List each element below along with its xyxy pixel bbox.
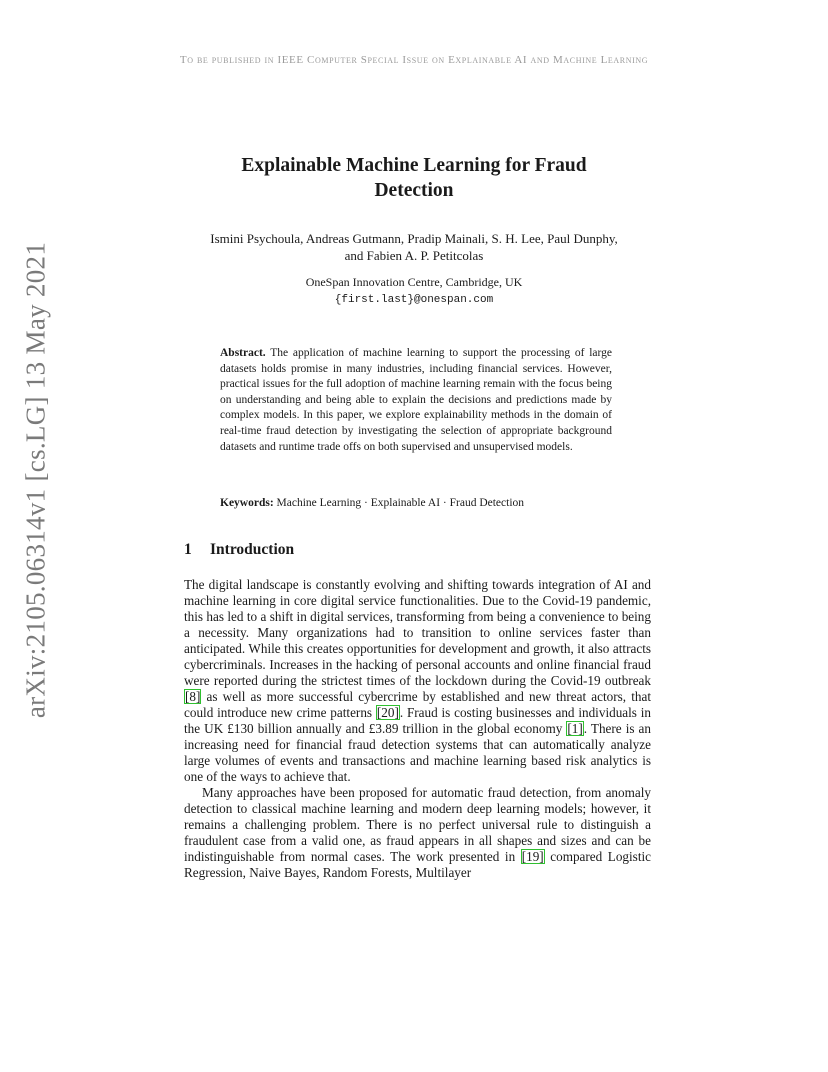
section-heading-introduction xyxy=(184,541,294,559)
keywords-text: Machine Learning · Explainable AI · Fraud Detection xyxy=(276,497,525,509)
paper-title-line-2: Detection xyxy=(374,180,454,201)
author-list xyxy=(160,230,668,264)
keywords-label: Keywords: xyxy=(220,497,274,509)
introduction-body xyxy=(184,577,651,881)
paragraph-1-text-c: . Fraud is costing businesses and individuals in the UK £130 billion annually and £3.89 trillion in the global economy xyxy=(184,705,652,736)
citation-link-19[interactable]: [19] xyxy=(521,849,544,864)
paragraph-1-text-a: The digital landscape is constantly evolving and shifting towards integration of AI and machine learning in core digital service functionalities. Due to the Covid-19 pandemic, this has led to a shift in digital services, transforming from being a convenience to being a necessity. Many organizations had to transition to online services faster than anticipated. While this creates opportunities for development and growth, it also attracts cybercriminals. Increases in the hacking of personal accounts and online financial fraud were reported during the strictest times of the lockdown during the Covid-19 outbreak xyxy=(184,577,651,688)
running-head: To be published in IEEE Computer Special Issue on Explainable AI and Machine Learning xyxy=(179,54,649,66)
abstract-label: Abstract. xyxy=(220,347,266,359)
paragraph-1-text-d: . There is an increasing need for financial fraud detection systems that can automatically analyze large volumes of events and transactions and machine learning based risk analytics is one of the ways to achieve that. xyxy=(184,721,651,784)
section-title: Introduction xyxy=(210,541,295,558)
paragraph-1-text-b: as well as more successful cybercrime by established and new threat actors, that could introduce new crime patterns xyxy=(184,689,651,720)
keywords xyxy=(220,496,612,512)
section-number: 1 xyxy=(184,541,192,558)
affiliation: OneSpan Innovation Centre, Cambridge, UK xyxy=(305,275,523,289)
paragraph-2-text-a: Many approaches have been proposed for automatic fraud detection, from anomaly detection to classical machine learning and modern deep learning models; however, it remains a challenging problem. There is no perfect universal rule to distinguish a fraudulent case from a valid one, as fraud appears in all shapes and sizes and can be indistinguishable from normal cases. The work presented in xyxy=(184,785,651,864)
paper-title xyxy=(150,153,678,203)
citation-link-8[interactable]: [8] xyxy=(185,689,201,704)
paper-title-line-1: Explainable Machine Learning for Fraud xyxy=(241,155,587,176)
citation-link-1[interactable]: [1] xyxy=(567,721,583,736)
paragraph-1 xyxy=(184,577,651,785)
paragraph-2 xyxy=(184,785,651,881)
citation-link-20[interactable]: [20] xyxy=(376,705,399,720)
author-list-line-1: Ismini Psychoula, Andreas Gutmann, Pradip Mainali, S. H. Lee, Paul Dunphy, xyxy=(210,231,618,246)
abstract xyxy=(220,346,612,455)
paragraph-2-text-b: compared Logistic Regression, Naive Bayes, Random Forests, Multilayer xyxy=(184,849,651,880)
author-list-line-2: and Fabien A. P. Petitcolas xyxy=(344,248,484,263)
affiliation-block xyxy=(160,274,668,308)
abstract-text: The application of machine learning to support the processing of large datasets holds promise in many industries, including financial services. However, practical issues for the full adoption of machine learning remain with the focus being on understanding and being able to explain the decisions and predictions made by complex models. In this paper, we explore explainability methods in the domain of real-time fraud detection by investigating the selection of appropriate background datasets and runtime trade offs on both supervised and unsupervised models. xyxy=(220,347,613,453)
author-email: {first.last}@onespan.com xyxy=(334,294,494,306)
arxiv-identifier-text: arXiv:2105.06314v1 [cs.LG] 13 May 2021 xyxy=(20,241,51,719)
